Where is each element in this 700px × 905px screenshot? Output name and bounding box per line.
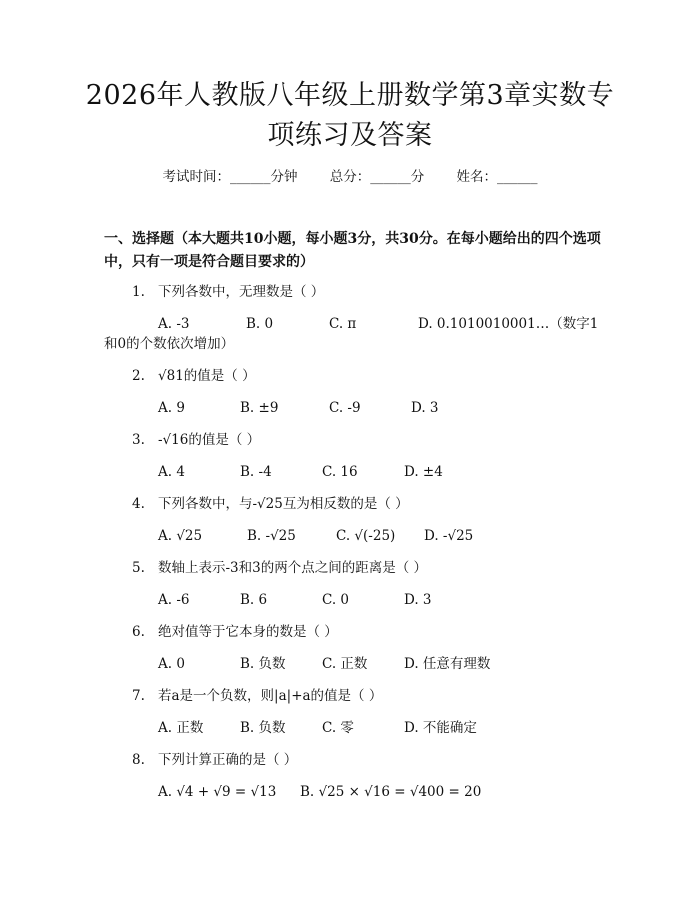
question-2 [132,366,256,386]
option-c: C. 正数 [322,656,368,672]
question-stem: 下列各数中，无理数是（ ） [158,284,325,300]
option-c: C. 16 [322,464,358,480]
question-stem: 数轴上表示-3和3的两个点之间的距离是（ ） [158,560,428,576]
option-c: C. π [329,316,357,332]
question-number: 1. [132,284,145,300]
document-title [60,76,640,156]
option-d: D. ±4 [404,464,443,480]
question-stem: 下列计算正确的是（ ） [158,752,298,768]
option-a: A. 4 [158,464,185,480]
question-number: 7. [132,688,145,704]
option-b: B. -√25 [247,528,296,544]
exam-total-score: 总分：______分 [329,169,425,185]
option-b: B. -4 [240,464,272,480]
title-line-2: 项练习及答案 [267,120,433,151]
student-name: 姓名：______ [456,169,538,185]
option-a: A. 9 [158,400,185,416]
option-a: A. √4 + √9 = √13 [158,784,277,800]
option-a: A. √25 [158,528,203,544]
question-stem: 绝对值等于它本身的数是（ ） [158,624,338,640]
question-number: 2. [132,368,145,384]
option-b: B. 负数 [240,656,286,672]
option-a: A. -3 [158,316,190,332]
question-7 [132,686,382,706]
option-a: A. 0 [158,656,185,672]
option-d: D. 0.1010010001…（数字1 [418,316,599,332]
option-c: C. 0 [322,592,350,608]
option-a: A. 正数 [158,720,204,736]
option-d: D. 3 [404,592,432,608]
option-b: B. ±9 [240,400,279,416]
question-number: 4. [132,496,145,512]
option-a: A. -6 [158,592,190,608]
question-5 [132,558,427,578]
option-d: D. 不能确定 [404,720,477,736]
option-c: C. √(-25) [336,528,396,544]
question-number: 5. [132,560,145,576]
exam-meta [0,168,700,186]
question-number: 6. [132,624,145,640]
option-b: B. 6 [240,592,268,608]
question-4 [132,494,409,514]
question-stem: -√16的值是（ ） [158,432,261,448]
question-stem: √81的值是（ ） [158,368,256,384]
option-c: C. 零 [322,720,354,736]
exam-time: 考试时间：______分钟 [162,169,298,185]
option-d: D. 3 [411,400,439,416]
option-d-continuation: 和0的个数依次增加） [104,336,235,352]
option-b: B. √25 × √16 = √400 = 20 [300,784,482,800]
option-b: B. 0 [246,316,274,332]
question-1 [132,282,324,302]
question-3 [132,430,260,450]
question-stem: 若a是一个负数，则|a|+a的值是（ ） [158,688,383,704]
option-c: C. -9 [329,400,361,416]
option-d: D. -√25 [424,528,474,544]
option-d: D. 任意有理数 [404,656,491,672]
question-6 [132,622,338,642]
title-line-1: 2026年人教版八年级上册数学第3章实数专 [85,80,615,111]
question-8 [132,750,297,770]
section-heading: 一、选择题（本大题共10小题，每小题3分，共30分。在每小题给出的四个选项中，只有一项是符合题目要求的） [104,231,601,270]
question-number: 3. [132,432,145,448]
option-b: B. 负数 [240,720,286,736]
question-number: 8. [132,752,145,768]
question-stem: 下列各数中，与-√25互为相反数的是（ ） [158,496,409,512]
